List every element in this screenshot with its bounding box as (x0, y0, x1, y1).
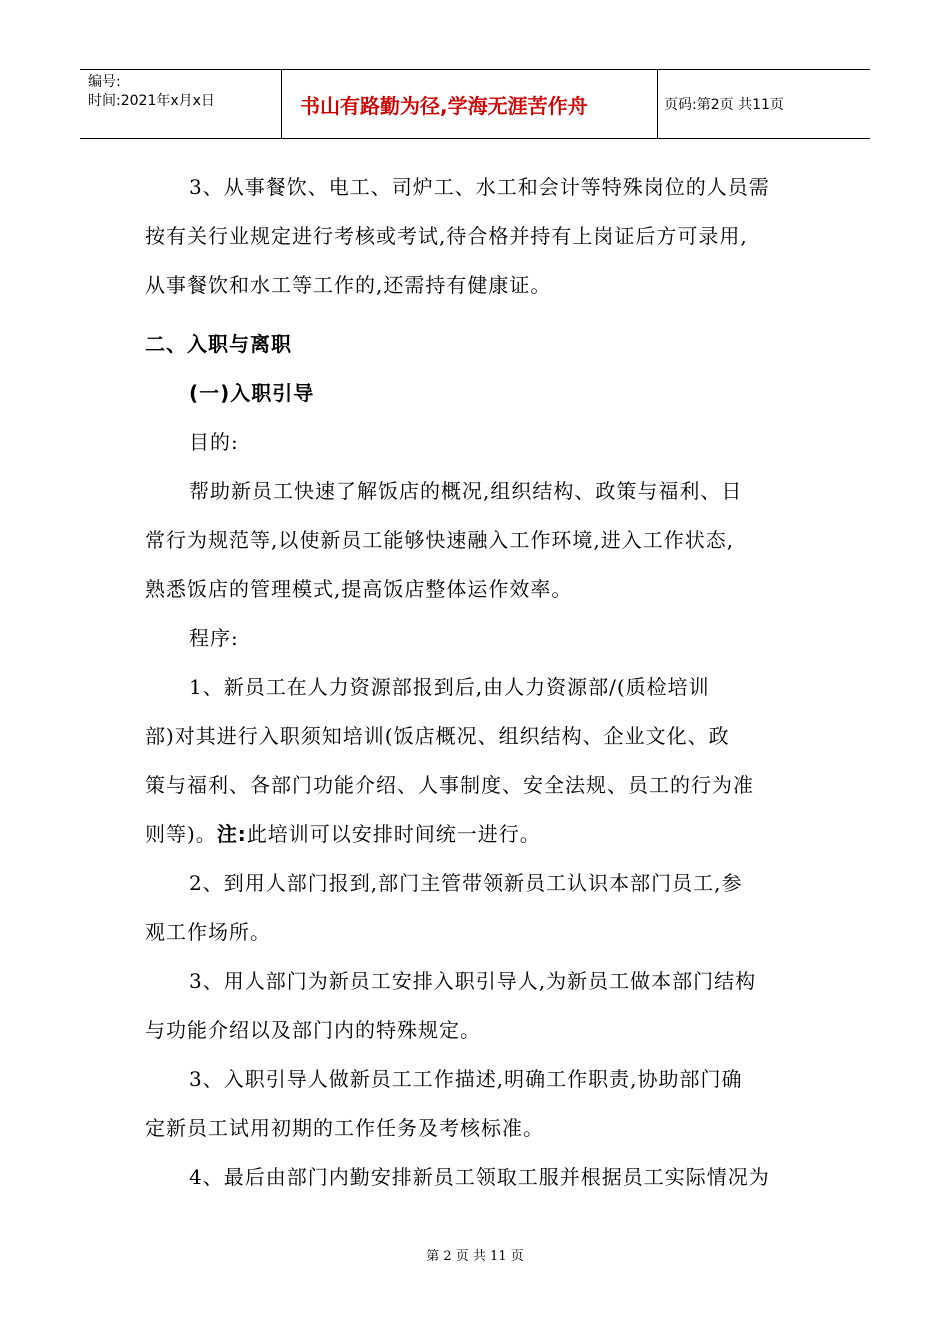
purpose-label: 目的: (189, 430, 239, 454)
document-body (145, 165, 815, 1204)
paragraph-line: 3、用人部门为新员工安排入职引导人,为新员工做本部门结构 (189, 969, 757, 993)
text-run: 此培训可以安排时间统一进行。 (246, 822, 541, 846)
subsection-heading: (一)入职引导 (189, 381, 315, 405)
paragraph-line: 观工作场所。 (145, 920, 271, 944)
paragraph-line: 定新员工试用初期的工作任务及考核标准。 (145, 1116, 544, 1140)
note-label: 注: (216, 822, 247, 846)
paragraph-line: 与功能介绍以及部门内的特殊规定。 (145, 1018, 481, 1042)
paragraph-line: 3、入职引导人做新员工工作描述,明确工作职责,协助部门确 (189, 1067, 743, 1091)
doc-number-label: 编号: (88, 74, 121, 90)
paragraph-line: 从事餐饮和水工等工作的,还需持有健康证。 (145, 273, 552, 297)
header-motto: 书山有路勤为径,学海无涯苦作舟 (282, 70, 658, 138)
section-heading: 二、入职与离职 (145, 332, 292, 356)
doc-time-label: 时间:2021年x月x日 (88, 93, 215, 109)
paragraph-line: 3、从事餐饮、电工、司炉工、水工和会计等特殊岗位的人员需 (189, 175, 770, 199)
page-header (80, 69, 870, 139)
text-run: 则等)。 (145, 822, 217, 846)
paragraph-line: 策与福利、各部门功能介绍、人事制度、安全法规、员工的行为准 (145, 773, 754, 797)
paragraph-line: 按有关行业规定进行考核或考试,待合格并持有上岗证后方可录用, (145, 224, 748, 248)
paragraph-line (145, 812, 815, 861)
paragraph-line: 1、新员工在人力资源部报到后,由人力资源部/(质检培训 (189, 675, 710, 699)
paragraph-line: 熟悉饭店的管理模式,提高饭店整体运作效率。 (145, 577, 573, 601)
paragraph-line: 常行为规范等,以使新员工能够快速融入工作环境,进入工作状态, (145, 528, 735, 552)
page-footer: 第 2 页 共 11 页 (426, 1249, 524, 1264)
procedure-label: 程序: (189, 626, 239, 650)
paragraph-line: 2、到用人部门报到,部门主管带领新员工认识本部门员工,参 (189, 871, 743, 895)
header-page-label: 页码:第2页 共11页 (664, 97, 784, 113)
paragraph-line: 4、最后由部门内勤安排新员工领取工服并根据员工实际情况为 (189, 1165, 770, 1189)
paragraph-line: 部)对其进行入职须知培训(饭店概况、组织结构、企业文化、政 (145, 724, 730, 748)
paragraph-line: 帮助新员工快速了解饭店的概况,组织结构、政策与福利、日 (189, 479, 743, 503)
header-meta (80, 70, 282, 138)
